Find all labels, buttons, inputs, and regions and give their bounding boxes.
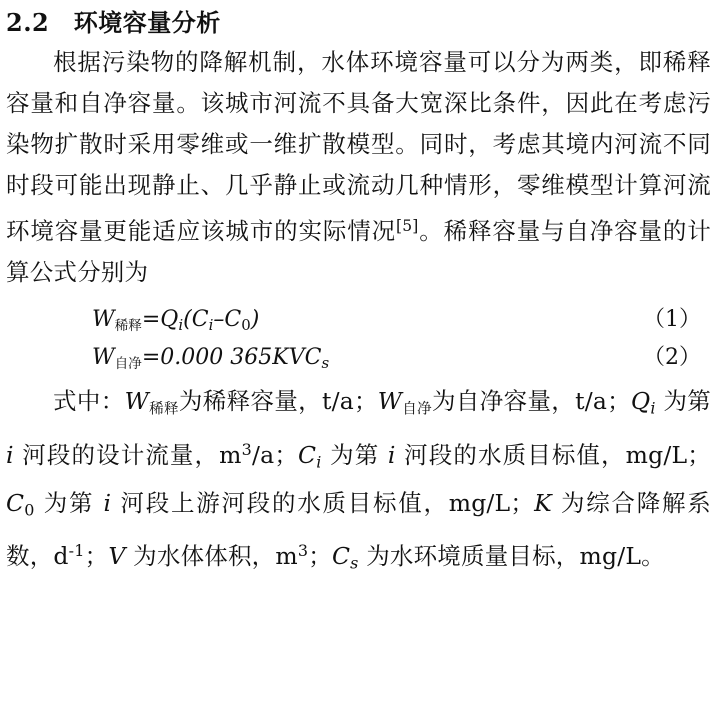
formula-1-rhs-sub2: i	[208, 316, 214, 335]
formula-row-1	[92, 301, 705, 339]
section-title: 环境容量分析	[73, 8, 221, 37]
formula-1-rhs-sub: i	[178, 316, 184, 335]
section-heading	[6, 6, 715, 40]
def-symbol-2: W自净	[377, 387, 433, 418]
formula-2-expression	[92, 345, 330, 373]
def-symbol-7: V	[108, 542, 126, 571]
def-symbol-5: $C_0$	[6, 488, 35, 520]
def-symbol-3: $Q_i$	[630, 387, 656, 418]
definition-intro: 式中：	[53, 387, 125, 416]
def-symbol-1: W稀释	[124, 387, 179, 418]
def-symbol-6: K	[534, 488, 552, 517]
formula-1-lhs-sub: 稀释	[114, 318, 142, 335]
formula-2-rhs-sub: s	[321, 354, 330, 373]
formula-1-rhs-end: )	[250, 307, 260, 333]
def-text-6: 为综合降解系数，$d^{-1}$；	[6, 488, 711, 571]
formula-1-rhs-sub3: 0	[241, 316, 251, 335]
section-number: 2.2	[6, 8, 50, 37]
paragraph-1	[6, 42, 711, 293]
formula-1-expression	[92, 307, 260, 335]
def-text-1: 为稀释容量，t/a；	[178, 387, 378, 416]
formula-2-lhs: W	[92, 345, 115, 371]
heading-gap	[49, 8, 74, 37]
formula-1-rhs-tail: (C	[183, 307, 209, 333]
def-text-8: 为水环境质量目标，mg/L。	[358, 542, 665, 571]
def-text-7: 为水体体积，$m^3$；	[125, 541, 332, 571]
formula-2-lhs-sub: 自净	[114, 356, 142, 373]
paragraph-1-text: 根据污染物的降解机制，水体环境容量可以分为两类，即稀释容量和自净容量。该城市河流不具备大宽深比条件，因此在考虑污染物扩散时采用零维或一维扩散模型。同时，考虑其境内河流不同时段可能出现静止、几乎静止或流动几种情形，零维模型计算河流环境容量更能适应该城市的实际情况	[6, 48, 711, 246]
formula-1-number: （1）	[643, 307, 701, 333]
paragraph-definitions	[6, 381, 711, 584]
formula-2-number: （2）	[643, 345, 701, 371]
formula-1-rhs: =Q	[141, 307, 179, 333]
def-symbol-4: $C_i$	[298, 441, 322, 472]
paragraph-1-tail: 。稀释容量与自净容量的计算公式分别为	[6, 217, 712, 287]
citation-marker: [5]	[395, 217, 419, 235]
def-symbol-8: $C_s$	[331, 542, 359, 573]
formula-1-rhs-mid: –C	[213, 307, 242, 333]
formula-2-rhs: =0.000 365KVC	[141, 345, 322, 371]
document-page	[0, 6, 715, 712]
formula-1-lhs: W	[92, 307, 115, 333]
def-text-4: 为第 i 河段的水质目标值，mg/L；	[321, 441, 711, 470]
def-text-3: 为第 i 河段的设计流量，$m^3/a$；	[6, 387, 711, 470]
formula-row-2	[92, 339, 705, 377]
formula-block	[0, 301, 715, 377]
def-text-5: 为第 i 河段上游河段的水质目标值，mg/L；	[34, 488, 535, 517]
def-text-2: 为自净容量，t/a；	[432, 387, 631, 416]
